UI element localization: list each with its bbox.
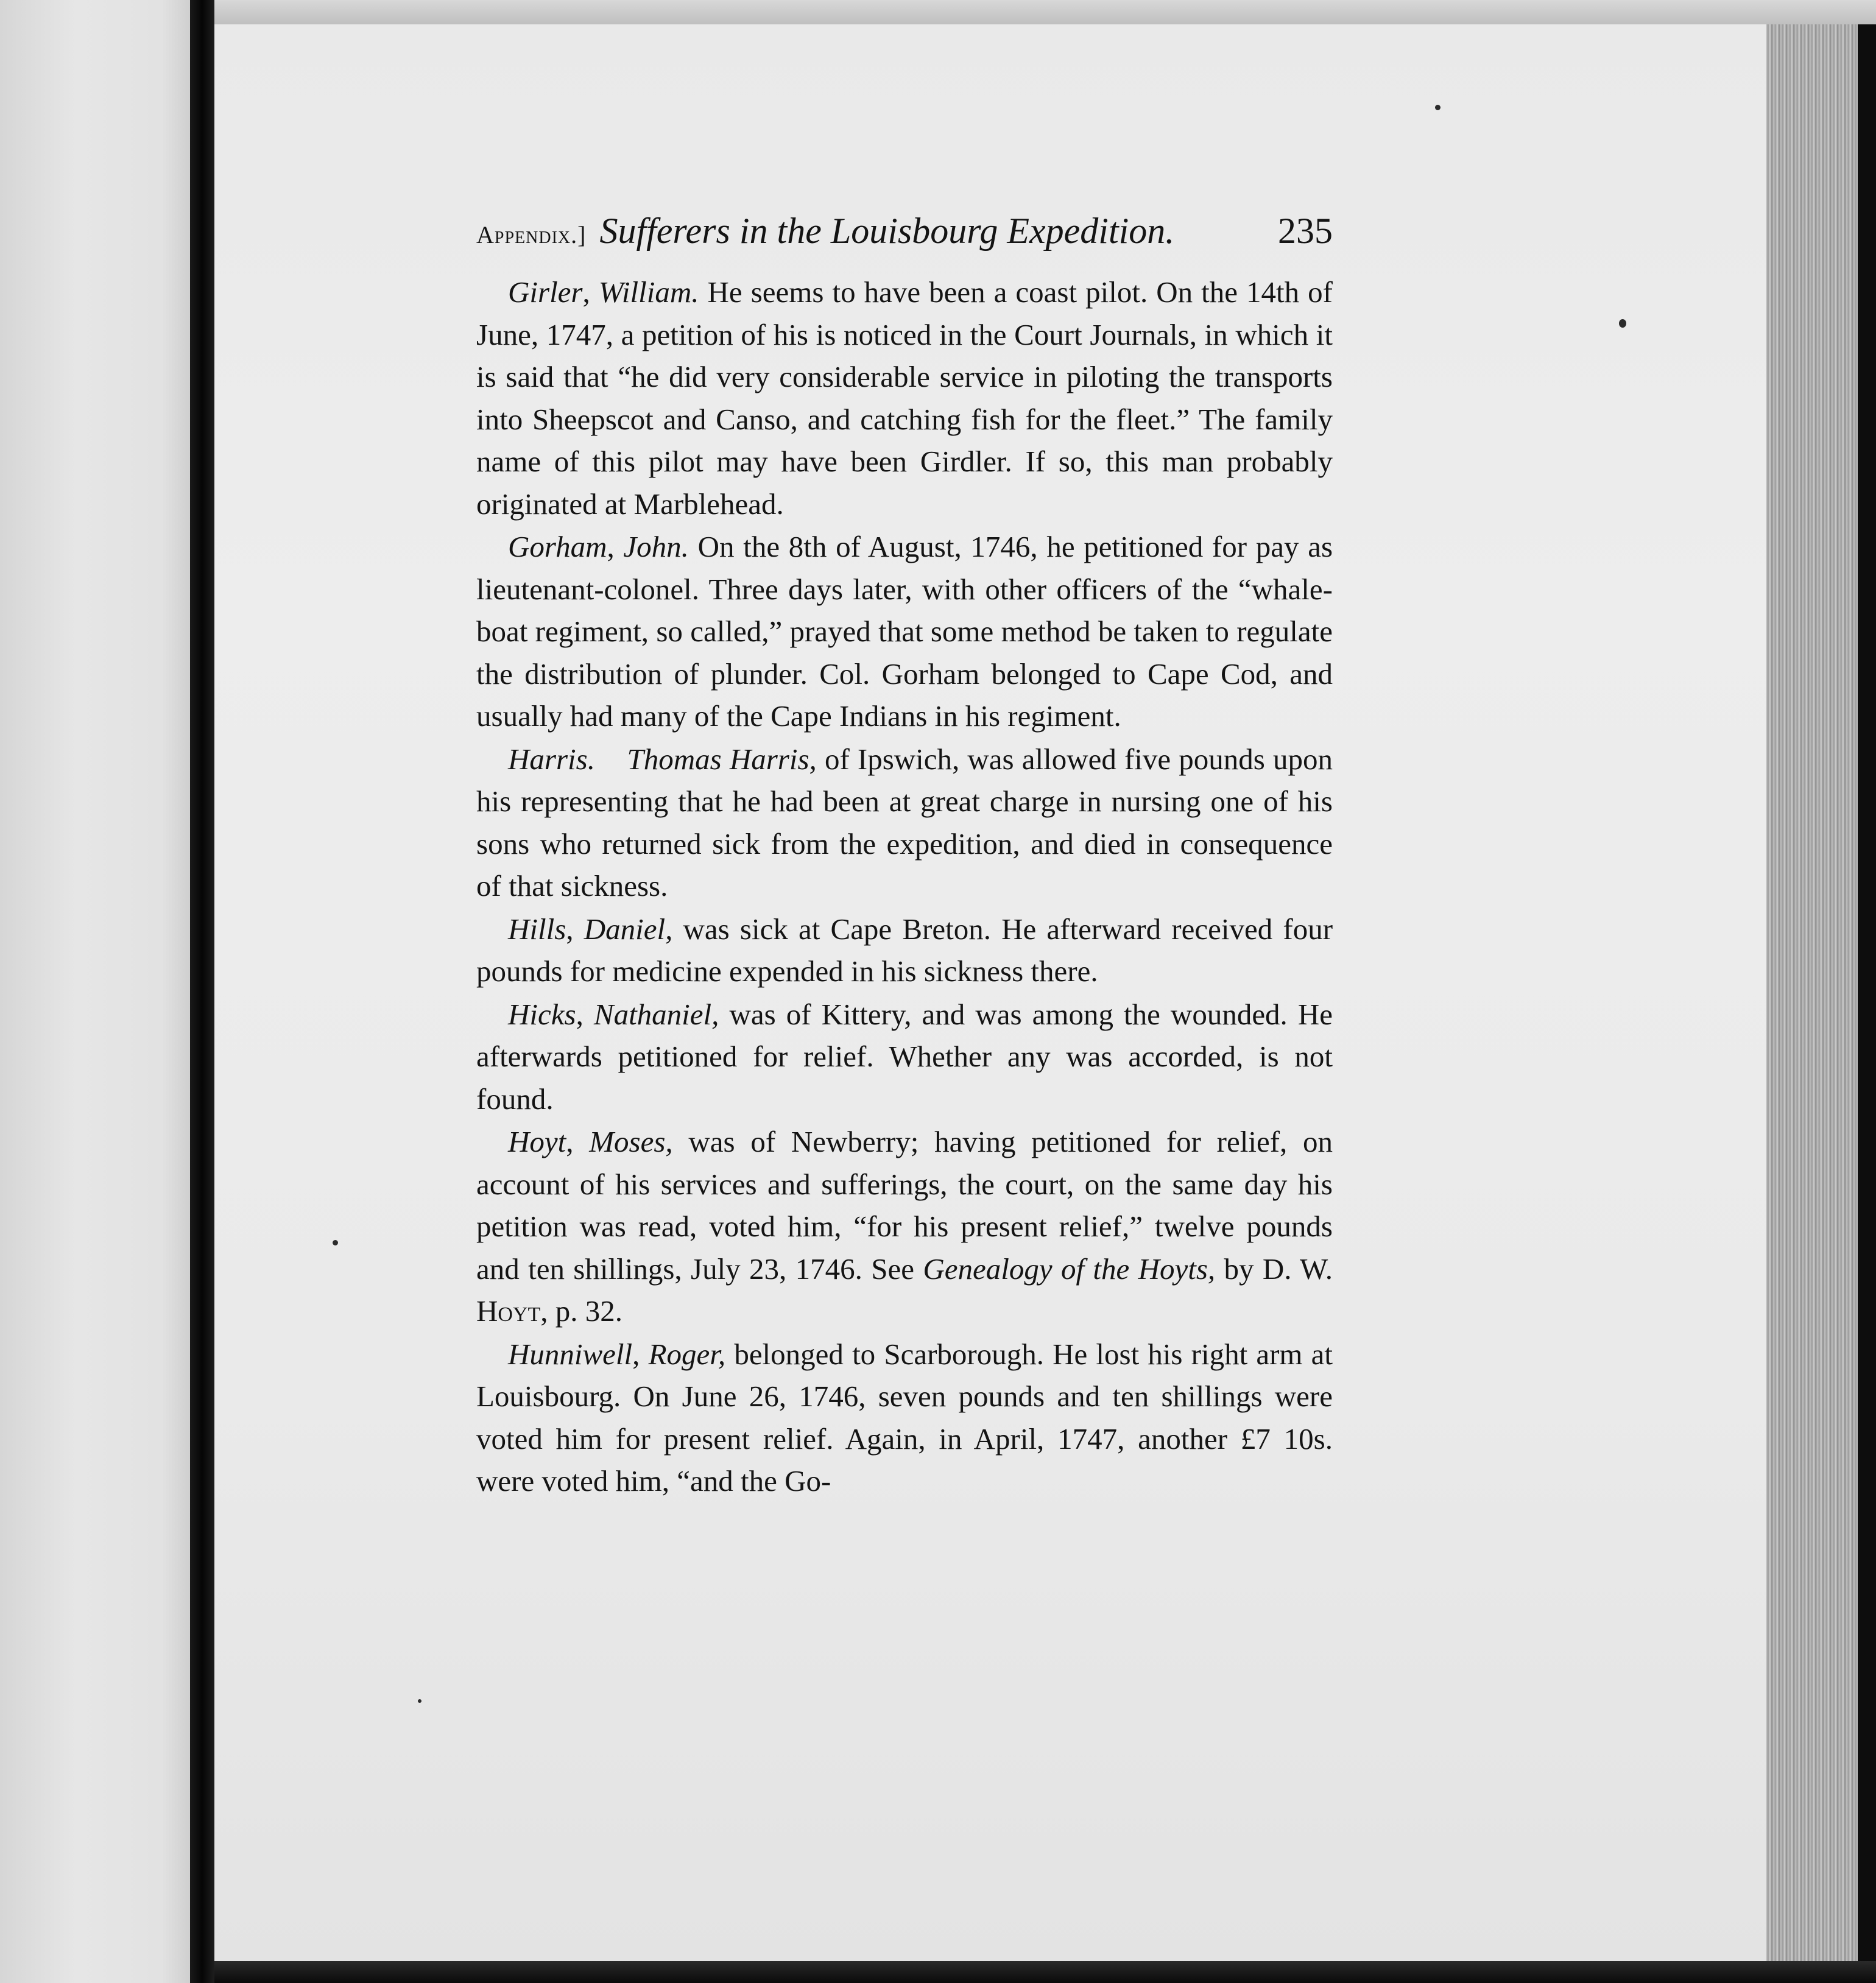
reference-page: p. 32. [555, 1294, 623, 1328]
reference-by: by D. W. [1224, 1252, 1333, 1286]
facing-page-left [0, 0, 190, 1983]
entry-given-name: Daniel, [584, 912, 673, 946]
entry-gorham: Gorham, John. On the 8th of August, 1746, he petitioned for pay as lieutenant-colonel. Three days later, with other officers of the “whale-boat regiment, so called,” prayed that some method be taken to regulate the distribution of plunder. Col. Gorham belonged to Cape Cod, and usually had many of the Cape Indians in his regiment. [476, 530, 1333, 733]
entry-hicks: Hicks, Nathaniel, was of Kittery, and was among the wounded. He afterwards petitioned for relief. Whether any was accorded, is not found. [476, 997, 1333, 1116]
entry-harris [476, 738, 1333, 907]
section-label: Appendix.] [476, 221, 587, 248]
entry-hunniwell: Hunniwell, Roger, belonged to Scarborough. He lost his right arm at Louisbourg. On June 26, 1746, seven pounds and ten shillings were voted him for present relief. Again, in April, 1747, another £7 10s. were voted him, “and the Go- [476, 1337, 1333, 1498]
entry-girler: Girler, William. He seems to have been a coast pilot. On the 14th of June, 1747, a petition of his is noticed in the Court Journals, in which it is said that “he did very considerable service in piloting the transports into Sheepscot and Canso, and catching fish for the fleet.” The family name of this pilot may have been Girdler. If so, this man probably originated at Marblehead. [476, 275, 1333, 521]
entry-text: was sick at Cape Breton. He afterward received four pounds for medicine expended in his sickness there. [476, 912, 1333, 988]
entry-given-name: Thomas Harris, [627, 742, 817, 776]
page-bottom-edge [214, 1961, 1876, 1983]
speck [1619, 319, 1626, 328]
entry-text: He seems to have been a coast pilot. On the 14th of June, 1747, a petition of his is noticed in the Court Journals, in which it is said that “he did very considerable service in piloting the transports into Sheepscot and Canso, and catching fish for the fleet.” The family name of this pilot may have been Girdler. If so, this man probably originated at Marblehead. [476, 275, 1333, 521]
entry-text: belonged to Scarborough. He lost his right arm at Louisbourg. On June 26, 1746, seven pounds and ten shillings were voted him for present relief. Again, in April, 1747, another £7 10s. were voted him, “and the Go- [476, 1337, 1333, 1498]
entry-surname: Girler [508, 275, 583, 309]
speck [333, 1240, 338, 1245]
book-gutter [190, 0, 214, 1983]
entry-text: was of Kittery, and was among the wounded. He afterwards petitioned for relief. Whether any was accorded, is not found. [476, 997, 1333, 1116]
running-head-left [476, 210, 1174, 252]
entry-surname: Harris. [508, 742, 595, 776]
speck [418, 1699, 421, 1703]
entry-text: of Ipswich, was allowed five pounds upon his representing that he had been at great charge in nursing one of his sons who returned sick from the expedition, and died in consequence of that sickness. [476, 742, 1333, 903]
reference-title: Genealogy of the Hoyts, [923, 1252, 1216, 1286]
entry-given-name: Moses, [589, 1125, 673, 1158]
running-head [476, 210, 1333, 269]
entry-text: On the 8th of August, 1746, he petitioned for pay as lieutenant-colonel. Three days later, with other officers of the “whale-boat regiment, so called,” prayed that some method be taken to regulate the distribution of plunder. Col. Gorham belonged to Cape Cod, and usually had many of the Cape Indians in his regiment. [476, 530, 1333, 733]
entry-given-name: Roger, [648, 1337, 726, 1371]
page-text [476, 210, 1333, 1503]
entry-surname: Hoyt [508, 1125, 566, 1158]
entry-surname: Hicks [508, 997, 576, 1031]
page-top-edge [214, 0, 1876, 24]
running-title: Sufferers in the Louisbourg Expedition. [599, 211, 1175, 251]
entry-text: was of Newberry; having petitioned for relief, on account of his services and sufferings, the court, on the same day his petition was read, voted him, “for his present relief,” twelve pounds and ten shillings, July 23, 1746. See [476, 1125, 1333, 1286]
entry-given-name: John. [623, 530, 689, 563]
entry-hills: Hills, Daniel, was sick at Cape Breton. He afterward received four pounds for medicine expended in his sickness there. [476, 912, 1333, 988]
page-number: 235 [1278, 211, 1333, 251]
entry-surname: Hunniwell [508, 1337, 633, 1371]
speck [1435, 105, 1440, 110]
entry-given-name: Nathaniel, [593, 997, 719, 1031]
entry-surname: Gorham [508, 530, 607, 563]
entry-surname: Hills [508, 912, 566, 946]
page-block-edges [1766, 24, 1858, 1961]
entry-hoyt: Hoyt, Moses, was of Newberry; having petitioned for relief, on account of his services and sufferings, the court, on the same day his petition was read, voted him, “for his present relief,” twelve pounds and ten shillings, July 23, 1746. See Genealogy of the Hoyts, by D. W. Hoyt, p. 32. [476, 1125, 1333, 1328]
entry-given-name: William. [598, 275, 699, 309]
reference-author: Hoyt, [476, 1294, 548, 1328]
